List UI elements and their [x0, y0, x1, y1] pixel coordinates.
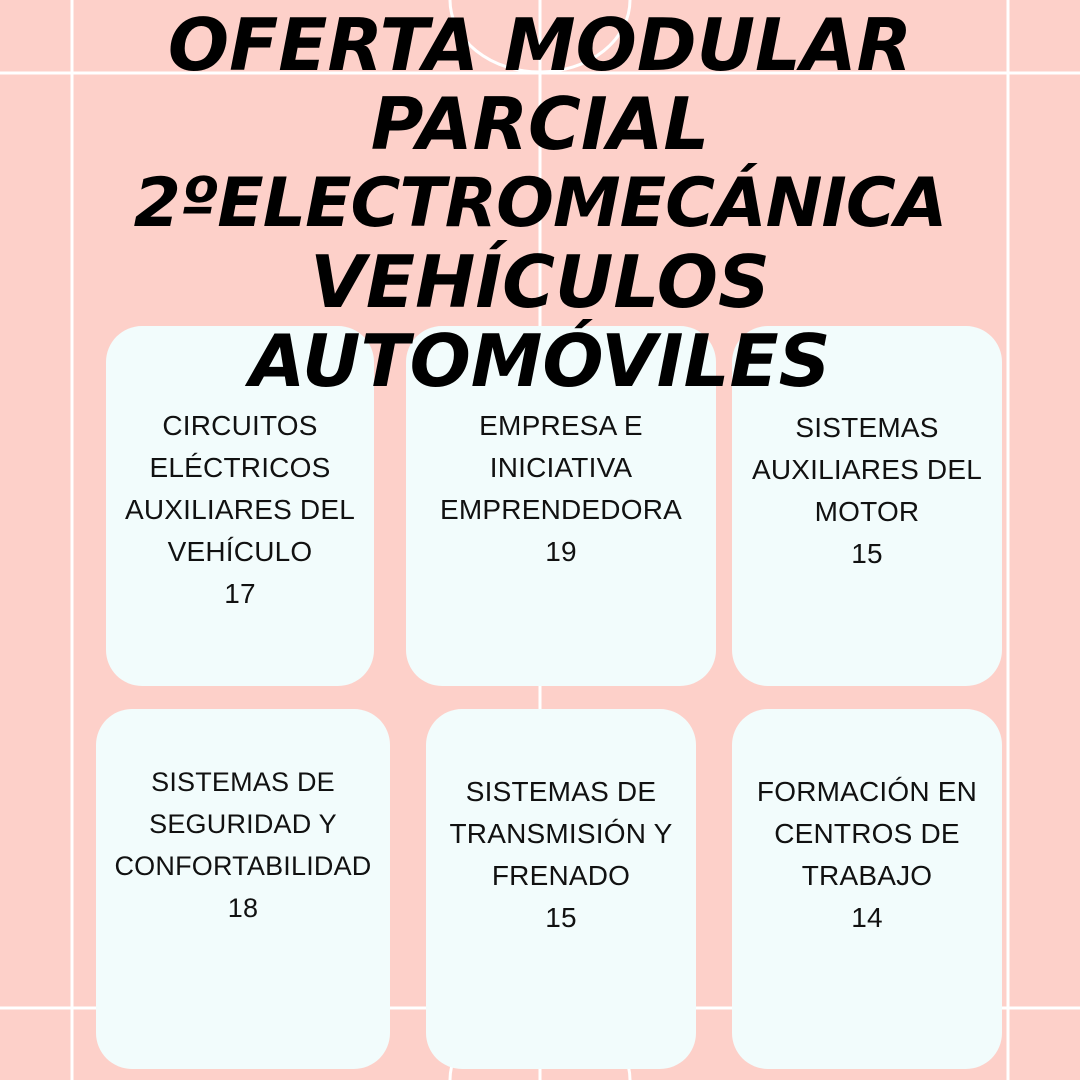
module-hours: 15 [545, 902, 577, 933]
module-card-seguridad [96, 709, 390, 1069]
title-line-4: VEHÍCULOS [310, 240, 770, 324]
module-name: SISTEMAS DE TRANSMISIÓN Y FRENADO [449, 776, 673, 891]
title-line-1: OFERTA MODULAR [167, 3, 913, 87]
page-title [0, 3, 1080, 403]
module-hours: 17 [224, 578, 256, 609]
title-line-5: AUTOMÓVILES [249, 319, 831, 403]
module-card-fct [732, 709, 1002, 1069]
module-hours: 14 [851, 902, 883, 933]
title-line-2: PARCIAL [370, 82, 710, 166]
module-hours: 18 [227, 893, 259, 923]
module-name: EMPRESA E INICIATIVA EMPRENDEDORA [440, 410, 682, 525]
module-name: CIRCUITOS ELÉCTRICOS AUXILIARES DEL VEHÍCULO [125, 410, 355, 567]
module-hours: 15 [851, 538, 883, 569]
module-name: SISTEMAS AUXILIARES DEL MOTOR [752, 412, 982, 527]
module-card-transmision [426, 709, 696, 1069]
module-name: SISTEMAS DE SEGURIDAD Y CONFORTABILIDAD [114, 767, 372, 881]
module-name: FORMACIÓN EN CENTROS DE TRABAJO [756, 776, 978, 891]
module-hours: 19 [545, 536, 577, 567]
title-line-3: 2ºELECTROMECÁNICA [133, 164, 947, 243]
